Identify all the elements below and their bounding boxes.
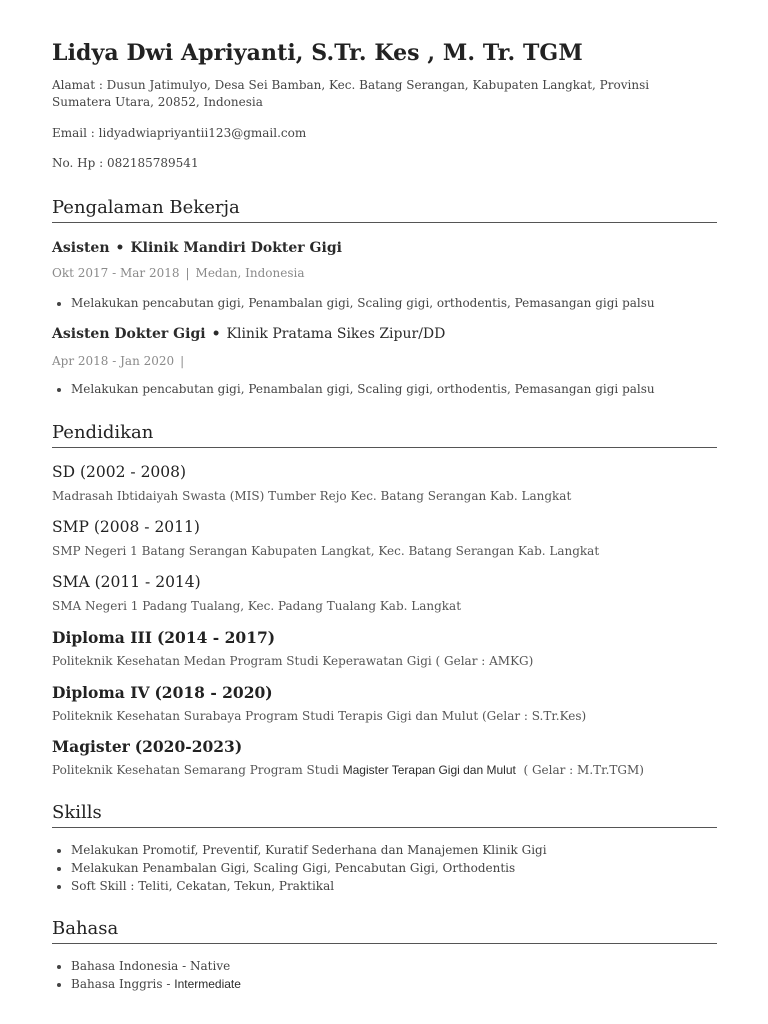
edu-desc-d4: Politeknik Kesehatan Surabaya Program Studi Terapis Gigi dan Mulut (Gelar : S.Tr.Kes) <box>52 709 587 723</box>
language-separator: - <box>178 959 191 973</box>
list-item <box>71 975 241 993</box>
list-item: • Melakukan Promotif, Preventif, Kuratif Sederhana dan Manajemen Klinik Gigi <box>71 841 547 859</box>
edu-desc-d3: Politeknik Kesehatan Medan Program Studi Keperawatan Gigi ( Gelar : AMKG) <box>52 654 534 668</box>
language-name: Bahasa Inggris <box>71 977 163 991</box>
job-title-2 <box>52 326 445 342</box>
job-role: Asisten <box>52 240 110 256</box>
phone-text: No. Hp : 082185789541 <box>52 156 199 170</box>
email-text: Email : lidyadwiapriyantii123@gmail.com <box>52 126 307 140</box>
edu-desc-magister <box>52 763 644 777</box>
languages-list <box>52 957 241 993</box>
edu-title-d3 <box>52 628 275 647</box>
list-item: • Melakukan pencabutan gigi, Penambalan gigi, Scaling gigi, orthodentis, Pemasangan gigi palsu <box>71 294 655 312</box>
job-dates: Apr 2018 - Jan 2020 <box>52 354 175 368</box>
language-level: Intermediate <box>174 977 241 991</box>
edu-years: (2008 - 2011) <box>93 518 200 536</box>
job-role: Asisten Dokter Gigi <box>52 326 206 342</box>
job-title-1 <box>52 240 342 256</box>
edu-desc-part: Politeknik Kesehatan Semarang Program Studi <box>52 763 343 777</box>
edu-desc-part: ( Gelar : M.Tr.TGM) <box>515 763 644 777</box>
edu-years: (2020-2023) <box>134 737 243 756</box>
edu-years: (2011 - 2014) <box>94 573 201 591</box>
job-company: Klinik Pratama Sikes Zipur/DD <box>226 326 446 342</box>
job-dates: Okt 2017 - Mar 2018 <box>52 266 180 280</box>
experience-heading: Pengalaman Bekerja <box>52 197 717 223</box>
person-name: Lidya Dwi Apriyanti, S.Tr. Kes , M. Tr. TGM <box>52 40 583 66</box>
job-meta-1 <box>52 266 304 280</box>
languages-heading: Bahasa <box>52 918 717 944</box>
bullet-separator: • <box>211 326 221 342</box>
edu-title-sd <box>52 463 186 481</box>
meta-separator: | <box>185 266 190 280</box>
edu-title-d4 <box>52 683 273 702</box>
meta-separator: | <box>180 354 185 368</box>
list-item: • Soft Skill : Teliti, Cekatan, Tekun, Praktikal <box>71 877 547 895</box>
language-separator: - <box>162 977 175 991</box>
edu-level: SMA <box>52 573 90 591</box>
edu-level: SD <box>52 463 76 481</box>
edu-years: (2018 - 2020) <box>154 683 273 702</box>
language-name: Bahasa Indonesia <box>71 959 179 973</box>
bullet-separator: • <box>115 240 125 256</box>
address-text: Alamat : Dusun Jatimulyo, Desa Sei Bamban, Kec. Batang Serangan, Kabupaten Langkat, Provinsi Sumatera Utara, 20852, Indonesia <box>52 78 650 109</box>
language-level: Native <box>190 959 231 973</box>
job-bullets-2 <box>52 380 655 398</box>
job-meta-2 <box>52 354 190 368</box>
edu-desc-program: Magister Terapan Gigi dan Mulut <box>342 763 516 777</box>
edu-level: Magister <box>52 737 130 756</box>
education-heading: Pendidikan <box>52 422 717 448</box>
list-item <box>71 957 241 975</box>
list-item: • Melakukan Penambalan Gigi, Scaling Gigi, Pencabutan Gigi, Orthodentis <box>71 859 547 877</box>
job-bullets-1 <box>52 294 655 312</box>
list-item: • Melakukan pencabutan gigi, Penambalan gigi, Scaling gigi, orthodentis, Pemasangan gigi palsu <box>71 380 655 398</box>
edu-level: SMP <box>52 518 89 536</box>
job-company: Klinik Mandiri Dokter Gigi <box>130 240 342 256</box>
edu-level: Diploma III <box>52 628 152 647</box>
skills-list <box>52 841 547 895</box>
edu-years: (2014 - 2017) <box>156 628 276 647</box>
edu-title-sma <box>52 573 201 591</box>
skills-heading: Skills <box>52 802 717 828</box>
edu-desc-sd: Madrasah Ibtidaiyah Swasta (MIS) Tumber Rejo Kec. Batang Serangan Kab. Langkat <box>52 489 572 503</box>
edu-years: (2002 - 2008) <box>79 463 187 481</box>
edu-desc-smp: SMP Negeri 1 Batang Serangan Kabupaten Langkat, Kec. Batang Serangan Kab. Langkat <box>52 544 600 558</box>
edu-desc-sma: SMA Negeri 1 Padang Tualang, Kec. Padang Tualang Kab. Langkat <box>52 599 462 613</box>
job-location: Medan, Indonesia <box>195 266 305 280</box>
edu-title-magister <box>52 737 242 756</box>
edu-level: Diploma IV <box>52 683 150 702</box>
edu-title-smp <box>52 518 200 536</box>
